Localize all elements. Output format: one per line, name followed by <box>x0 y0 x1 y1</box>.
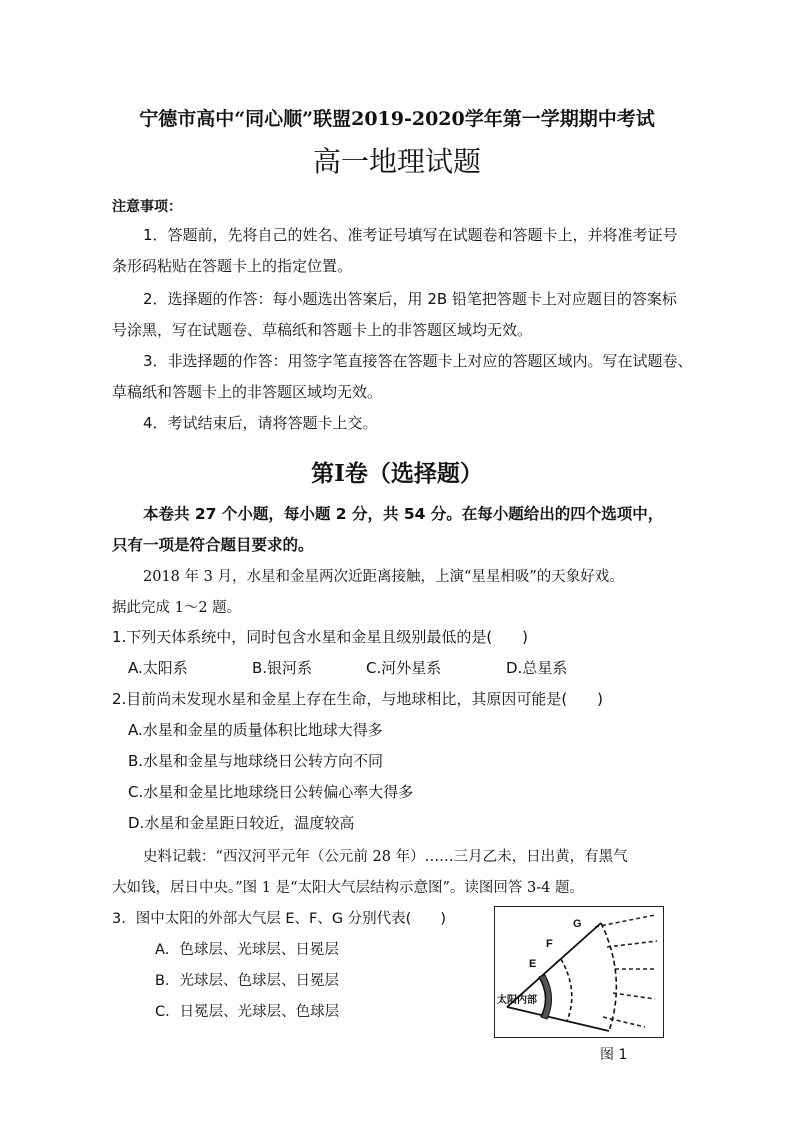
notice-item-1-line2: 条形码粘贴在答题卡上的指定位置。 <box>112 257 353 275</box>
notice-heading: 注意事项： <box>112 199 182 215</box>
notice-item-3-line2: 草稿纸和答题卡上的非答题区域均无效。 <box>112 383 383 401</box>
q1-stem: 1.下列天体系统中，同时包含水星和金星且级别最低的是( ) <box>112 628 529 646</box>
section1-title: 第Ⅰ卷（选择题） <box>311 460 483 487</box>
notice-item-2-line1: 2．选择题的作答：每小题选出答案后，用 2B 铅笔把答题卡上对应题目的答案标 <box>143 290 677 308</box>
q3-option-c[interactable]: C．日冕层、光球层、色球层 <box>155 1004 340 1020</box>
q1-option-a[interactable]: A.太阳系 <box>128 659 188 677</box>
q3-option-a[interactable]: A．色球层、光球层、日冕层 <box>155 942 339 958</box>
material1-line2: 据此完成 1～2 题。 <box>112 600 242 616</box>
figure1-label-e: E <box>529 958 537 970</box>
figure1-caption: 图 1 <box>600 1047 628 1063</box>
notice-item-4-line1: 4．考试结束后，请将答题卡上交。 <box>143 414 378 432</box>
material1-line1: 2018 年 3 月，水星和金星两次近距离接触，上演“星星相吸”的天象好戏。 <box>143 569 624 585</box>
q2-option-d[interactable]: D.水星和金星距日较近，温度较高 <box>128 814 355 832</box>
q2-option-b[interactable]: B.水星和金星与地球绕日公转方向不同 <box>128 752 384 770</box>
notice-item-3-line1: 3．非选择题的作答：用签字笔直接答在答题卡上对应的答题区域内。写在试题卷、 <box>143 352 693 370</box>
q2-option-c[interactable]: C.水星和金星比地球绕日公转偏心率大得多 <box>128 783 414 801</box>
figure1-solar-atmosphere <box>494 906 664 1038</box>
material2-line2: 大如钱，居日中央。”图 1 是“太阳大气层结构示意图”。读图回答 3-4 题。 <box>112 880 584 896</box>
material2-line1: 史料记载：“西汉河平元年（公元前 28 年）……三月乙未，日出黄，有黑气 <box>143 849 628 865</box>
q1-option-b[interactable]: B.银河系 <box>252 659 313 677</box>
subject-title: 高一地理试题 <box>312 145 481 178</box>
q1-option-c[interactable]: C.河外星系 <box>366 659 442 677</box>
section1-intro-line1: 本卷共 27 个小题，每小题 2 分，共 54 分。在每小题给出的四个选项中， <box>143 505 664 523</box>
q3-option-b[interactable]: B．光球层、色球层、日冕层 <box>155 973 339 989</box>
figure1-label-f: F <box>546 938 553 950</box>
exam-title: 宁德市高中“同心顺”联盟2019-2020学年第一学期期中考试 <box>139 108 655 130</box>
q1-option-d[interactable]: D.总星系 <box>506 659 568 677</box>
q2-stem: 2.目前尚未发现水星和金星上存在生命，与地球相比，其原因可能是( ) <box>112 690 604 708</box>
figure1-label-inner: 太阳内部 <box>497 995 537 1006</box>
section1-intro-line2: 只有一项是符合题目要求的。 <box>112 536 314 554</box>
notice-item-1-line1: 1．答题前，先将自己的姓名、准考证号填写在试题卷和答题卡上，并将准考证号 <box>143 226 678 244</box>
q3-stem: 3．图中太阳的外部大气层 E、F、G 分别代表( ) <box>112 911 446 927</box>
q2-option-a[interactable]: A.水星和金星的质量体积比地球大得多 <box>128 721 383 739</box>
figure1-diagram <box>495 907 662 1036</box>
notice-item-2-line2: 号涂黑，写在试题卷、草稿纸和答题卡上的非答题区域均无效。 <box>112 321 533 339</box>
figure1-label-g: G <box>573 918 582 930</box>
